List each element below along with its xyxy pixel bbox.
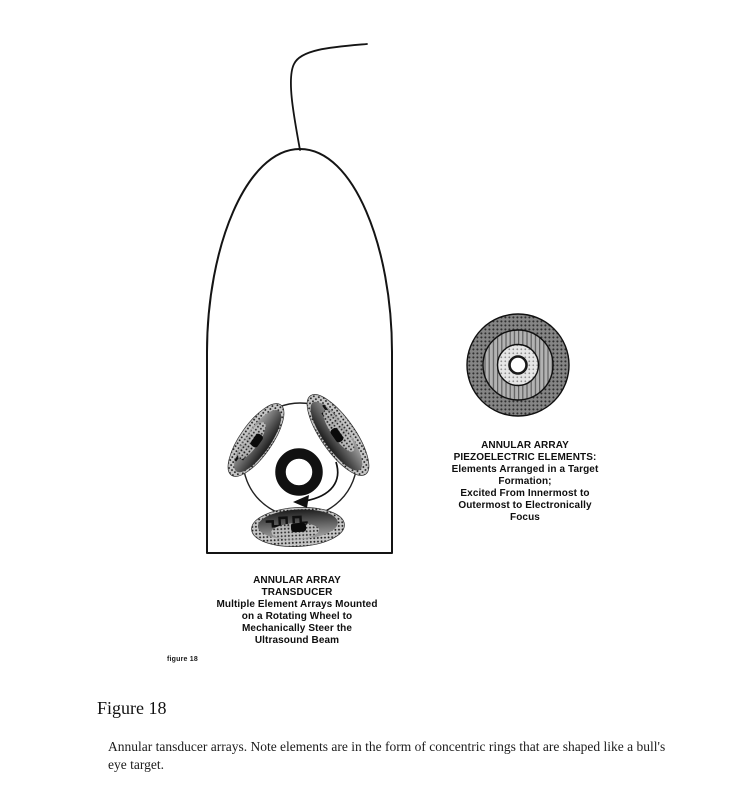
label-line: ANNULAR ARRAY xyxy=(481,440,569,451)
label-line: PIEZOELECTRIC ELEMENTS: xyxy=(453,452,597,463)
annular-array-transducer-label xyxy=(197,575,397,647)
label-line: Excited From Innermost to xyxy=(460,488,590,499)
bullseye-center xyxy=(510,357,527,374)
label-line: Focus xyxy=(510,512,540,523)
figure-heading: Figure 18 xyxy=(97,698,167,718)
annular-array-transducer-drawing xyxy=(170,30,430,575)
label-line: ANNULAR ARRAY xyxy=(253,575,341,586)
label-line: Formation; xyxy=(498,476,552,487)
probe-cable xyxy=(291,44,367,150)
bullseye-target-icon xyxy=(467,314,569,416)
label-line: Ultrasound Beam xyxy=(254,635,340,646)
element-hole xyxy=(291,523,306,533)
label-line: TRANSDUCER xyxy=(261,587,333,598)
figure-inline-note: figure 18 xyxy=(167,656,198,663)
label-line: Mechanically Steer the xyxy=(241,623,353,634)
label-line: Multiple Element Arrays Mounted xyxy=(216,599,378,610)
bullseye-elements-drawing xyxy=(450,298,590,438)
label-line: on a Rotating Wheel to xyxy=(241,611,353,622)
figure-caption: Annular tansducer arrays. Note elements are in the form of concentric rings that are shaped like a bull's eye target. xyxy=(108,739,666,772)
label-line: Outermost to Electronically xyxy=(458,500,592,511)
label-line: Elements Arranged in a Target xyxy=(451,464,599,475)
piezoelectric-elements-label xyxy=(425,440,625,524)
